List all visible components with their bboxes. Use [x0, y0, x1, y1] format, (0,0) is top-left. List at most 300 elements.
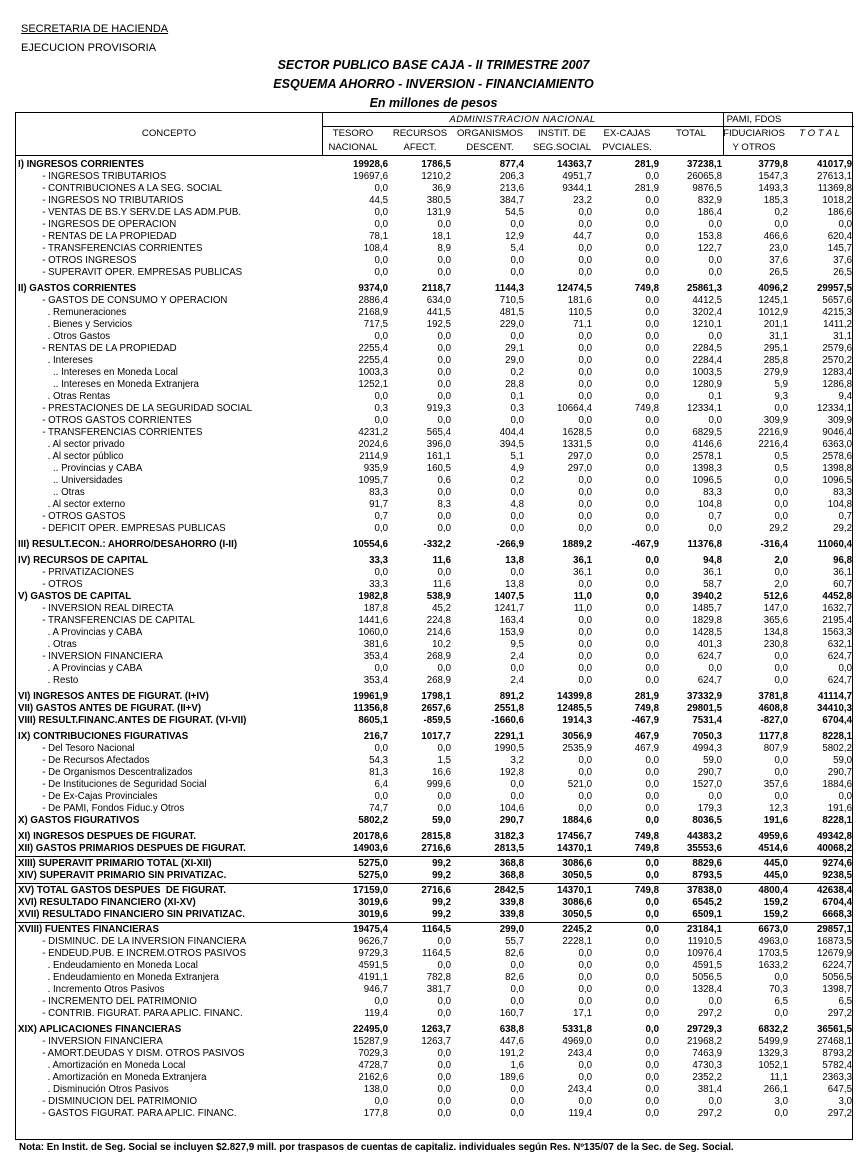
row-value: 5,1 — [510, 451, 524, 462]
row-value: 0,0 — [578, 972, 592, 983]
row-value: 214,6 — [426, 627, 451, 638]
table-row — [16, 1008, 852, 1020]
row-value: 9,4 — [838, 391, 852, 402]
row-label: - GASTOS DE CONSUMO Y OPERACION — [18, 295, 228, 306]
row-value: 268,9 — [426, 651, 451, 662]
table-row — [16, 243, 852, 255]
row-value: 3,0 — [838, 1096, 852, 1107]
row-value: 163,4 — [499, 615, 524, 626]
row-label: - RENTAS DE LA PROPIEDAD — [18, 343, 177, 354]
row-value: 0,0 — [578, 1072, 592, 1083]
agency-name: SECRETARIA DE HACIENDA — [21, 23, 169, 35]
row-value: 0,0 — [645, 972, 659, 983]
row-value: 0,0 — [510, 511, 524, 522]
row-value: 44,7 — [573, 231, 592, 242]
row-value: 0,0 — [645, 1008, 659, 1019]
row-value: 0,0 — [645, 511, 659, 522]
row-value: 0,0 — [374, 391, 388, 402]
row-value: 224,8 — [426, 615, 451, 626]
row-value: 0,0 — [578, 255, 592, 266]
row-value: 26,5 — [833, 267, 852, 278]
row-value: 104,8 — [827, 499, 852, 510]
row-value: 2813,5 — [494, 843, 524, 854]
row-value: 0,0 — [578, 219, 592, 230]
row-value: 29,1 — [505, 343, 524, 354]
row-value: 17159,0 — [352, 885, 388, 896]
table-row — [16, 755, 852, 767]
row-value: 0,0 — [374, 791, 388, 802]
row-value: 0,1 — [510, 391, 524, 402]
row-value: 0,0 — [645, 379, 659, 390]
row-value: 0,5 — [774, 463, 788, 474]
group-header-admin: ADMINISTRACION NACIONAL — [449, 114, 596, 125]
row-value: 0,0 — [374, 207, 388, 218]
row-value: 83,3 — [703, 487, 722, 498]
row-value: 368,8 — [499, 858, 524, 869]
row-value: 119,4 — [364, 1008, 388, 1019]
row-value: 1398,8 — [822, 463, 852, 474]
row-value: 339,8 — [499, 897, 524, 908]
row-label: - OTROS GASTOS CORRIENTES — [18, 415, 192, 426]
row-value: 4730,3 — [692, 1060, 722, 1071]
row-value: 0,0 — [774, 567, 788, 578]
table-row — [16, 996, 852, 1008]
row-value: 0,0 — [510, 1108, 524, 1119]
row-value: 11356,8 — [353, 703, 388, 714]
header-bottom-rule — [16, 155, 852, 156]
row-value: 441,5 — [426, 307, 451, 318]
row-label: .. Intereses en Moneda Extranjera — [18, 379, 199, 390]
row-label: - PRESTACIONES DE LA SEGURIDAD SOCIAL — [18, 403, 252, 414]
row-value: 1018,2 — [822, 195, 852, 206]
table-row — [16, 567, 852, 579]
row-value: 0,0 — [645, 331, 659, 342]
table-row — [16, 675, 852, 687]
row-value: 0,0 — [645, 803, 659, 814]
row-value: 230,8 — [763, 639, 788, 650]
row-value: 624,7 — [697, 651, 722, 662]
row-value: 4591,5 — [692, 960, 722, 971]
row-value: 1441,6 — [358, 615, 388, 626]
row-value: 935,9 — [363, 463, 388, 474]
row-value: 0,0 — [374, 523, 388, 534]
row-label: - INGRESOS DE OPERACION — [18, 219, 177, 230]
row-value: 7029,3 — [358, 1048, 388, 1059]
row-value: 0,0 — [578, 627, 592, 638]
row-value: 0,0 — [578, 639, 592, 650]
table-row — [16, 603, 852, 615]
row-value: 147,0 — [763, 603, 788, 614]
table-row — [16, 267, 852, 279]
row-value: 1017,7 — [421, 731, 451, 742]
row-value: 54,3 — [369, 755, 388, 766]
row-value: 6,5 — [838, 996, 852, 1007]
row-value: 0,0 — [645, 897, 659, 908]
row-value: 3781,8 — [758, 691, 788, 702]
row-value: 832,9 — [697, 195, 722, 206]
row-value: 2570,2 — [822, 355, 852, 366]
row-value: 0,0 — [708, 331, 722, 342]
row-value: 8793,5 — [692, 870, 722, 881]
row-value: 16873,5 — [816, 936, 852, 947]
row-value: 0,0 — [510, 523, 524, 534]
row-value: 0,0 — [645, 319, 659, 330]
row-value: 0,0 — [774, 663, 788, 674]
row-value: 0,0 — [645, 767, 659, 778]
row-value: 10664,4 — [556, 403, 592, 414]
row-value: 0,6 — [437, 475, 451, 486]
row-label: - GASTOS FIGURAT. PARA APLIC. FINANC. — [18, 1108, 237, 1119]
table-row — [16, 579, 852, 591]
row-value: 4591,5 — [358, 960, 388, 971]
table-row — [16, 403, 852, 415]
row-value: 1563,3 — [822, 627, 852, 638]
row-value: 0,0 — [708, 219, 722, 230]
row-value: 108,4 — [363, 243, 388, 254]
row-value: 1164,5 — [421, 924, 451, 935]
row-value: 394,5 — [499, 439, 524, 450]
table-row — [16, 1024, 852, 1036]
row-value: 0,0 — [708, 267, 722, 278]
row-label: XIV) SUPERAVIT PRIMARIO SIN PRIVATIZAC. — [18, 870, 227, 881]
row-value: 1632,7 — [822, 603, 852, 614]
row-value: 0,0 — [437, 960, 451, 971]
row-value: 8605,1 — [358, 715, 388, 726]
row-value: 0,0 — [645, 487, 659, 498]
row-value: 0,0 — [708, 791, 722, 802]
row-value: 0,0 — [578, 615, 592, 626]
row-value: 0,0 — [578, 767, 592, 778]
row-value: 37,6 — [833, 255, 852, 266]
row-value: 2255,4 — [358, 343, 388, 354]
row-value: 0,0 — [374, 267, 388, 278]
row-value: 159,2 — [763, 897, 788, 908]
row-value: 297,2 — [827, 1108, 852, 1119]
table-row — [16, 511, 852, 523]
row-value: 2195,4 — [822, 615, 852, 626]
row-value: 37838,0 — [686, 885, 722, 896]
row-value: 0,0 — [578, 415, 592, 426]
row-value: 384,7 — [499, 195, 524, 206]
row-value: 0,0 — [645, 603, 659, 614]
row-value: 44,5 — [369, 195, 388, 206]
row-value: 749,8 — [634, 403, 659, 414]
row-value: 1052,1 — [758, 1060, 788, 1071]
table-row — [16, 663, 852, 675]
row-value: 10976,4 — [686, 948, 722, 959]
row-value: 0,0 — [437, 255, 451, 266]
table-row — [16, 897, 852, 909]
row-value: 0,0 — [578, 579, 592, 590]
row-value: 2551,8 — [494, 703, 524, 714]
table-row — [16, 715, 852, 727]
row-label: IX) CONTRIBUCIONES FIGURATIVAS — [18, 731, 189, 742]
row-label: - De Organismos Descentralizados — [18, 767, 193, 778]
row-value: 189,6 — [499, 1072, 524, 1083]
row-value: 0,0 — [578, 948, 592, 959]
row-value: 54,5 — [505, 207, 524, 218]
row-value: 634,0 — [426, 295, 451, 306]
row-label: . A Provincias y CABA — [18, 663, 143, 674]
row-value: 0,0 — [510, 219, 524, 230]
row-value: 23,0 — [769, 243, 788, 254]
row-value: 1241,7 — [494, 603, 524, 614]
row-value: 0,0 — [374, 331, 388, 342]
row-value: 6829,5 — [692, 427, 722, 438]
row-value: 281,9 — [634, 159, 659, 170]
row-value: 0,5 — [774, 451, 788, 462]
section-separator — [16, 883, 852, 884]
row-value: 0,2 — [774, 207, 788, 218]
row-value: 624,7 — [827, 675, 852, 686]
row-label: VIII) RESULT.FINANC.ANTES DE FIGURAT. (VI-VII) — [18, 715, 247, 726]
row-value: 0,0 — [645, 675, 659, 686]
row-value: 0,0 — [578, 960, 592, 971]
row-value: 0,0 — [578, 391, 592, 402]
row-value: 160,7 — [499, 1008, 524, 1019]
row-label: VI) INGRESOS ANTES DE FIGURAT. (I+IV) — [18, 691, 209, 702]
row-value: 309,9 — [827, 415, 852, 426]
row-value: 297,0 — [567, 463, 592, 474]
row-value: 8,9 — [437, 243, 451, 254]
row-value: 19475,4 — [352, 924, 388, 935]
col-header-excajas: EX-CAJAS — [603, 128, 651, 139]
row-value: 0,0 — [645, 858, 659, 869]
row-value: -266,9 — [496, 539, 524, 550]
row-value: 0,0 — [437, 1108, 451, 1119]
row-value: 0,0 — [838, 219, 852, 230]
row-value: 0,0 — [437, 1096, 451, 1107]
row-value: 0,0 — [645, 948, 659, 959]
row-value: 14903,6 — [352, 843, 388, 854]
row-value: 4096,2 — [758, 283, 788, 294]
table-row — [16, 319, 852, 331]
row-value: 99,2 — [432, 909, 451, 920]
row-value: 36,1 — [573, 567, 592, 578]
row-value: 1786,5 — [421, 159, 451, 170]
row-value: 8036,5 — [692, 815, 722, 826]
row-value: 0,0 — [437, 996, 451, 1007]
row-value: 877,4 — [499, 159, 524, 170]
row-value: 0,0 — [578, 331, 592, 342]
row-value: 4231,2 — [358, 427, 388, 438]
row-value: 0,0 — [437, 1048, 451, 1059]
row-value: 2352,2 — [692, 1072, 722, 1083]
row-label: XV) TOTAL GASTOS DESPUES DE FIGURAT. — [18, 885, 226, 896]
row-value: 0,0 — [510, 255, 524, 266]
row-value: 60,7 — [833, 579, 852, 590]
table-row — [16, 171, 852, 183]
row-label: XII) GASTOS PRIMARIOS DESPUES DE FIGURAT. — [18, 843, 246, 854]
row-value: 187,8 — [363, 603, 388, 614]
row-value: 1210,2 — [421, 171, 451, 182]
row-label: - INCREMENTO DEL PATRIMONIO — [18, 996, 197, 1007]
row-value: 94,8 — [703, 555, 722, 566]
row-value: 0,0 — [645, 779, 659, 790]
row-value: 1884,6 — [562, 815, 592, 826]
row-value: 353,4 — [363, 651, 388, 662]
row-value: -827,0 — [760, 715, 788, 726]
row-value: 145,7 — [827, 243, 852, 254]
row-value: 104,8 — [697, 499, 722, 510]
row-value: 1252,1 — [358, 379, 388, 390]
row-label: V) GASTOS DE CAPITAL — [18, 591, 132, 602]
row-value: 0,0 — [510, 984, 524, 995]
row-value: 946,7 — [363, 984, 388, 995]
row-value: 5802,2 — [358, 815, 388, 826]
row-label: - INGRESOS NO TRIBUTARIOS — [18, 195, 184, 206]
row-value: 0,0 — [774, 755, 788, 766]
row-value: 0,0 — [645, 391, 659, 402]
row-value: 0,0 — [838, 663, 852, 674]
row-value: 8829,6 — [692, 858, 722, 869]
table-row — [16, 415, 852, 427]
table-row — [16, 463, 852, 475]
row-value: 0,3 — [374, 403, 388, 414]
row-value: 12,3 — [769, 803, 788, 814]
row-value: 0,2 — [510, 367, 524, 378]
row-value: 191,2 — [499, 1048, 524, 1059]
row-value: 891,2 — [499, 691, 524, 702]
row-value: 0,7 — [708, 511, 722, 522]
row-value: 99,2 — [432, 870, 451, 881]
row-label: VII) GASTOS ANTES DE FIGURAT. (II+V) — [18, 703, 202, 714]
row-value: 0,0 — [578, 803, 592, 814]
table-row — [16, 219, 852, 231]
table-row — [16, 984, 852, 996]
fiscal-table — [15, 112, 853, 1140]
row-value: 0,7 — [374, 511, 388, 522]
row-value: 9,5 — [510, 639, 524, 650]
row-value: 36,1 — [703, 567, 722, 578]
row-value: 1331,5 — [562, 439, 592, 450]
row-label: .. Intereses en Moneda Local — [18, 367, 178, 378]
row-value: 4994,3 — [692, 743, 722, 754]
row-value: 3086,6 — [562, 897, 592, 908]
row-value: 0,0 — [437, 743, 451, 754]
row-value: 481,5 — [499, 307, 524, 318]
row-value: 1407,5 — [494, 591, 524, 602]
row-value: 4959,6 — [758, 831, 788, 842]
row-value: 4,8 — [510, 499, 524, 510]
row-value: 71,1 — [573, 319, 592, 330]
row-value: 11,0 — [573, 603, 592, 614]
report-title: SECTOR PUBLICO BASE CAJA - II TRIMESTRE 2007 — [277, 58, 590, 72]
row-label: - Del Tesoro Nacional — [18, 743, 135, 754]
row-value: 0,0 — [645, 1084, 659, 1095]
row-value: 1263,7 — [421, 1024, 451, 1035]
row-value: 1633,2 — [758, 960, 788, 971]
row-value: 58,7 — [703, 579, 722, 590]
table-row — [16, 843, 852, 855]
report-subtitle: ESQUEMA AHORRO - INVERSION - FINANCIAMIENTO — [273, 77, 594, 91]
row-value: 2578,1 — [692, 451, 722, 462]
row-value: 749,8 — [634, 283, 659, 294]
row-value: 0,0 — [774, 675, 788, 686]
row-value: 81,3 — [369, 767, 388, 778]
row-value: 0,0 — [437, 1060, 451, 1071]
row-value: 10554,6 — [352, 539, 388, 550]
row-value: 0,0 — [708, 415, 722, 426]
row-value: 0,0 — [645, 367, 659, 378]
row-value: 2168,9 — [358, 307, 388, 318]
row-value: 381,7 — [426, 984, 451, 995]
row-value: 243,4 — [567, 1048, 592, 1059]
row-value: 0,0 — [645, 415, 659, 426]
row-value: 782,8 — [426, 972, 451, 983]
row-value: 9876,5 — [692, 183, 722, 194]
row-label: . Endeudamiento en Moneda Local — [18, 960, 198, 971]
row-value: 381,4 — [697, 1084, 722, 1095]
table-row — [16, 743, 852, 755]
row-label: - DISMINUC. DE LA INVERSION FINANCIERA — [18, 936, 247, 947]
row-value: 29801,5 — [686, 703, 722, 714]
row-value: 620,4 — [827, 231, 852, 242]
row-value: 36,1 — [833, 567, 852, 578]
row-value: 6704,4 — [822, 715, 852, 726]
table-row — [16, 615, 852, 627]
row-value: 4969,0 — [562, 1036, 592, 1047]
row-value: 0,0 — [645, 996, 659, 1007]
row-value: 243,4 — [567, 1084, 592, 1095]
row-value: 0,0 — [645, 791, 659, 802]
row-value: 919,3 — [426, 403, 451, 414]
row-label: . Amortización en Moneda Extranjera — [18, 1072, 207, 1083]
row-value: 19928,6 — [352, 159, 388, 170]
row-value: 14370,1 — [556, 885, 592, 896]
row-value: 0,0 — [708, 1096, 722, 1107]
row-value: 268,9 — [426, 675, 451, 686]
col-header-tesoro: TESORO — [332, 128, 374, 139]
row-value: 3019,6 — [358, 909, 388, 920]
row-value: 2578,6 — [822, 451, 852, 462]
row-value: 9626,7 — [358, 936, 388, 947]
row-value: 749,8 — [634, 703, 659, 714]
row-label: . Al sector privado — [18, 439, 125, 450]
row-value: 110,5 — [568, 307, 592, 318]
row-value: 0,0 — [437, 415, 451, 426]
row-value: 8,3 — [437, 499, 451, 510]
row-value: 0,0 — [510, 960, 524, 971]
row-value: 0,0 — [437, 391, 451, 402]
row-value: 153,8 — [697, 231, 722, 242]
col-header-total-admin: TOTAL — [675, 128, 707, 139]
row-value: 466,6 — [763, 231, 788, 242]
row-value: 41114,7 — [818, 691, 852, 702]
row-value: 1411,2 — [823, 319, 852, 330]
row-value: 281,9 — [634, 691, 659, 702]
row-value: 0,0 — [578, 343, 592, 354]
table-row — [16, 307, 852, 319]
row-value: 1398,3 — [692, 463, 722, 474]
row-label: - De Instituciones de Seguridad Social — [18, 779, 207, 790]
table-row — [16, 703, 852, 715]
row-value: 401,3 — [697, 639, 722, 650]
row-value: 0,0 — [578, 243, 592, 254]
row-value: 999,6 — [426, 779, 451, 790]
row-value: 83,3 — [369, 487, 388, 498]
row-value: 0,0 — [645, 475, 659, 486]
row-value: 9729,3 — [358, 948, 388, 959]
row-value: 0,0 — [838, 791, 852, 802]
row-label: - RENTAS DE LA PROPIEDAD — [18, 231, 177, 242]
row-value: 36,1 — [573, 555, 592, 566]
row-value: 0,0 — [645, 579, 659, 590]
report-status: EJECUCION PROVISORIA — [21, 42, 157, 54]
row-value: 0,0 — [645, 1096, 659, 1107]
row-value: 22495,0 — [352, 1024, 388, 1035]
table-row — [16, 651, 852, 663]
